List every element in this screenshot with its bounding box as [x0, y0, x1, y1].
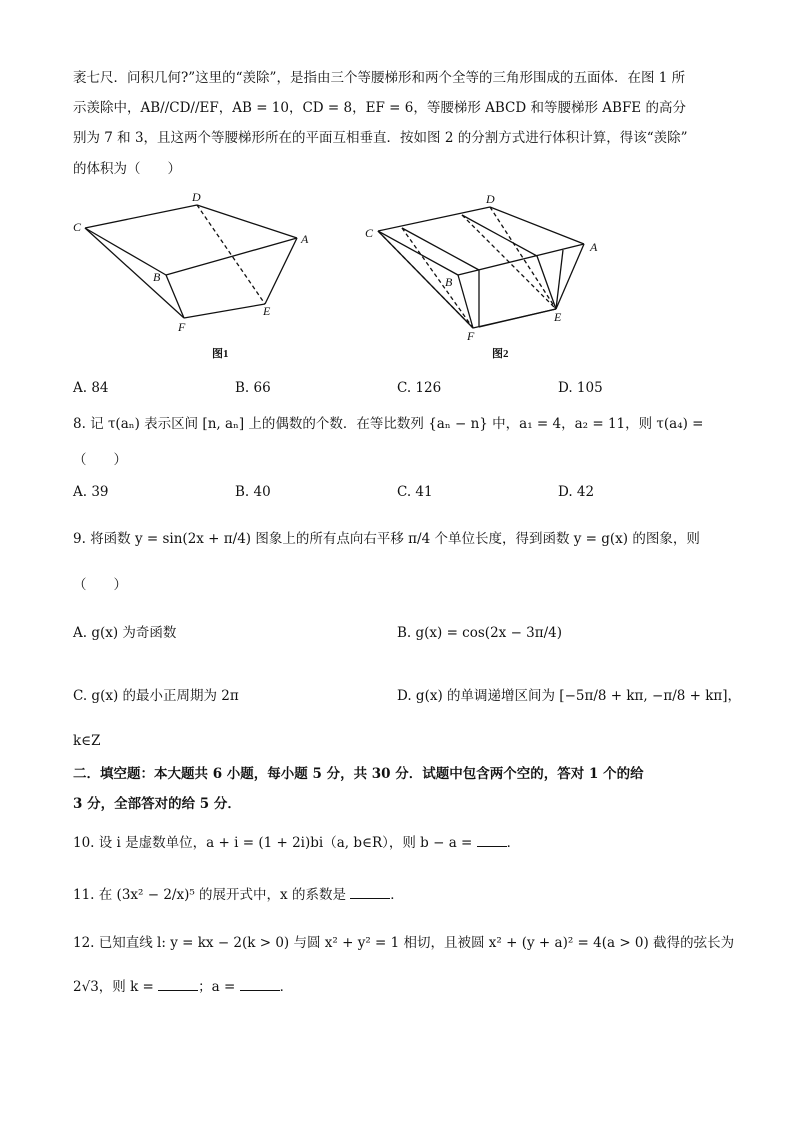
- label-A-2: A: [590, 240, 598, 254]
- q8-line-1: 8. 记 τ(aₙ) 表示区间 [n, aₙ] 上的偶数的个数．在等比数列 {aₙ − n} 中，a₁ = 4，a₂ = 11，则 τ(a₄) =: [73, 416, 704, 432]
- label-D: D: [192, 190, 201, 204]
- q8-option-b[interactable]: B. 40: [235, 484, 271, 500]
- q7-line-1: 袤七尺．问积几何?”这里的“羡除”，是指由三个等腰梯形和两个全等的三角形围成的五面体．在图 1 所: [73, 70, 686, 86]
- q7-line-2: 示羡除中，AB//CD//EF，AB = 10，CD = 8，EF = 6，等腰梯形 ABCD 和等腰梯形 ABFE 的高分: [73, 100, 686, 116]
- label-C-2: C: [365, 226, 374, 240]
- q10: [73, 832, 724, 853]
- figure-1-labels: [73, 190, 309, 334]
- q11-answer-blank[interactable]: [350, 884, 390, 899]
- label-A: A: [301, 232, 309, 246]
- q8-option-d[interactable]: D. 42: [558, 484, 595, 500]
- label-D-2: D: [486, 192, 495, 206]
- q12-end: ．: [279, 979, 294, 995]
- q11-end: ．: [390, 887, 404, 903]
- q12-k-blank[interactable]: [158, 976, 198, 991]
- q12-line-1: 12. 已知直线 l: y = kx − 2(k > 0) 与圆 x² + y² = 1 相切，且被圆 x² + (y + a)² = 4(a > 0) 截得的弦长为: [73, 935, 735, 951]
- label-E-2: E: [554, 310, 562, 324]
- q9-option-b[interactable]: B. g(x) = cos(2x − 3π/4): [397, 625, 563, 641]
- label-B-2: B: [445, 275, 453, 289]
- label-F: F: [178, 320, 186, 334]
- q11: [73, 884, 724, 905]
- q7-option-c[interactable]: C. 126: [397, 380, 442, 396]
- section-2-heading: 二．填空题：本大题共 6 小题，每小题 5 分，共 30 分．试题中包含两个空的，答对 1 个的给: [73, 766, 644, 782]
- q8-line-2: （ ）: [73, 452, 127, 468]
- section-2-heading-cont: 3 分，全部答对的给 5 分．: [73, 796, 241, 812]
- q9-option-d[interactable]: D. g(x) 的单调递增区间为 [−5π/8 + kπ, −π/8 + kπ]，: [397, 688, 742, 704]
- q8-option-c[interactable]: C. 41: [397, 484, 433, 500]
- figure-1: [85, 205, 297, 318]
- q7-line-3: 别为 7 和 3，且这两个等腰梯形所在的平面互相垂直．按如图 2 的分割方式进行体积计算，得该“羡除”: [73, 130, 688, 146]
- q10-text: 10. 设 i 是虚数单位，a + i = (1 + 2i)bi（a, b∈R），则 b − a =: [73, 835, 473, 851]
- label-C: C: [73, 220, 82, 234]
- q11-text: 11. 在 (3x² − 2/x)⁵ 的展开式中，x 的系数是: [73, 887, 346, 903]
- q7-option-d[interactable]: D. 105: [558, 380, 603, 396]
- q12-text-a: ；a =: [198, 979, 236, 995]
- q7-line-4: 的体积为（ ）: [73, 161, 181, 177]
- q7-option-a[interactable]: A. 84: [73, 380, 109, 396]
- figure-2-caption: 图2: [492, 348, 509, 360]
- q12-line-2: [73, 976, 724, 997]
- q7-option-b[interactable]: B. 66: [235, 380, 271, 396]
- figure-2-labels: [365, 192, 598, 343]
- q7-figures: [60, 185, 620, 365]
- label-B: B: [153, 270, 161, 284]
- label-E: E: [263, 304, 271, 318]
- label-F-2: F: [467, 329, 475, 343]
- q9-option-c[interactable]: C. g(x) 的最小正周期为 2π: [73, 688, 239, 704]
- q9-option-a[interactable]: A. g(x) 为奇函数: [73, 625, 177, 641]
- q12-text-k: 2√3，则 k =: [73, 979, 154, 995]
- q12-a-blank[interactable]: [240, 976, 280, 991]
- q8-option-a[interactable]: A. 39: [73, 484, 109, 500]
- q9-line-1: 9. 将函数 y = sin(2x + π/4) 图象上的所有点向右平移 π/4 个单位长度，得到函数 y = g(x) 的图象，则: [73, 531, 700, 547]
- figure-1-caption: 图1: [212, 348, 229, 360]
- q10-answer-blank[interactable]: [477, 832, 507, 847]
- q10-end: ．: [506, 835, 521, 851]
- q9-option-d-cont: k∈Z: [73, 733, 101, 749]
- q9-line-2: （ ）: [73, 577, 127, 593]
